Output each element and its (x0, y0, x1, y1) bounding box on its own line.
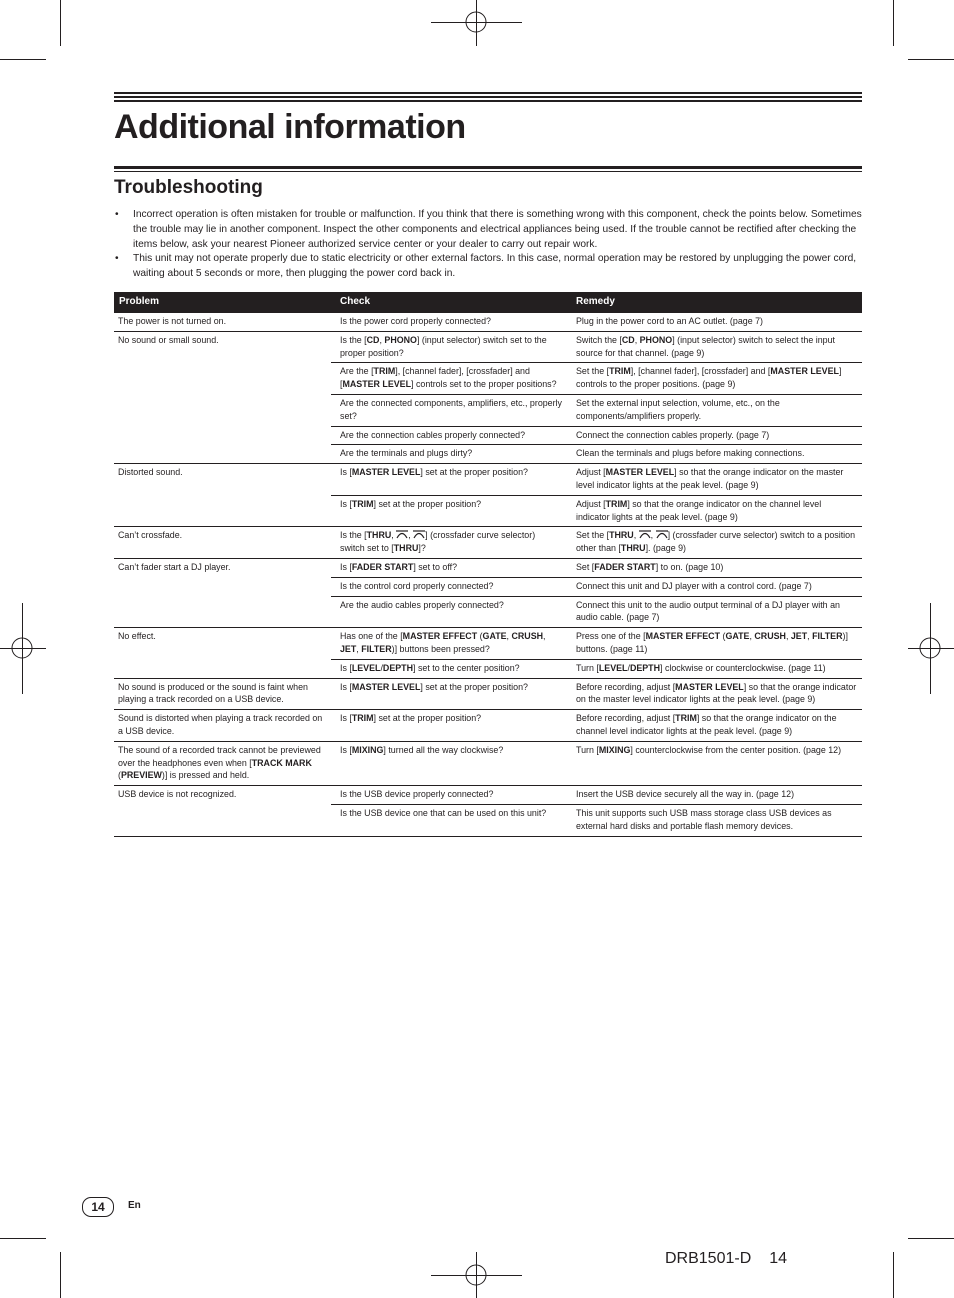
table-row (114, 558, 862, 577)
intro-text: Incorrect operation is often mistaken for trouble or malfunction. If you think that there is something wrong with this component, check the points below. Sometimes the trouble may lie in another component. Inspect the other components and electrical appliances being used. If the trouble cannot be rectified after checking the items below, ask your nearest Pioneer authorized service center or your dealer to carry out repair work. (133, 209, 862, 250)
remedy-cell: Connect this unit and DJ player with a control cord. (page 7) (567, 577, 862, 596)
intro-list (114, 208, 862, 282)
check-cell: Is the USB device one that can be used on this unit? (331, 804, 567, 836)
remedy-cell: Press one of the [MASTER EFFECT (GATE, CRUSH, JET, FILTER)] buttons. (page 11) (567, 628, 862, 660)
problem-cell: No effect. (114, 628, 331, 678)
remedy-cell: Before recording, adjust [TRIM] so that the orange indicator on the channel level indicator lights at the peak level. (page 9) (567, 710, 862, 742)
crop-mark (0, 1238, 46, 1239)
check-cell: Is [TRIM] set at the proper position? (331, 710, 567, 742)
title-rule (114, 92, 862, 104)
table-row (114, 786, 862, 805)
header-check: Check (331, 292, 567, 313)
check-cell: Is [TRIM] set at the proper position? (331, 495, 567, 527)
registration-mark-icon (465, 1264, 495, 1294)
problem-cell: No sound or small sound. (114, 331, 331, 463)
remedy-cell: Set [FADER START] to on. (page 10) (567, 558, 862, 577)
problem-cell: The power is not turned on. (114, 313, 331, 331)
table-row (114, 741, 862, 785)
intro-text: This unit may not operate properly due to static electricity or other external factors. In this case, normal operation may be restored by unplugging the power cord, waiting about 5 seconds or more, then plugging the power cord back in. (133, 253, 857, 280)
registration-mark-icon (919, 637, 949, 667)
check-cell: Is [MASTER LEVEL] set at the proper position? (331, 464, 567, 496)
bullet-icon: • (115, 253, 119, 265)
table-header (114, 292, 862, 313)
section-rule (114, 166, 862, 172)
language-label: En (128, 1200, 141, 1211)
header-remedy: Remedy (567, 292, 862, 313)
crop-mark (893, 1252, 894, 1298)
header-problem: Problem (114, 292, 331, 313)
crop-mark (60, 1252, 61, 1298)
remedy-cell: Set the external input selection, volume, etc., on the components/amplifiers properly. (567, 394, 862, 426)
problem-cell: USB device is not recognized. (114, 786, 331, 836)
problem-cell: Sound is distorted when playing a track recorded on a USB device. (114, 710, 331, 742)
check-cell: Are the terminals and plugs dirty? (331, 445, 567, 464)
remedy-cell: Connect the connection cables properly. (page 7) (567, 426, 862, 445)
problem-cell: Distorted sound. (114, 464, 331, 527)
crop-mark (908, 1238, 954, 1239)
table-row (114, 678, 862, 710)
crop-mark (0, 59, 46, 60)
check-cell: Is the [THRU, , ] (crossfader curve selector) switch set to [THRU]? (331, 527, 567, 559)
remedy-cell: Connect this unit to the audio output terminal of a DJ player with an audio cable. (page 7) (567, 596, 862, 628)
crop-mark (893, 0, 894, 46)
remedy-cell: This unit supports such USB mass storage class USB devices as external hard disks and portable flash memory devices. (567, 804, 862, 836)
page-title: Additional information (114, 108, 466, 146)
remedy-cell: Plug in the power cord to an AC outlet. (page 7) (567, 313, 862, 331)
problem-cell: No sound is produced or the sound is faint when playing a track recorded on a USB device. (114, 678, 331, 710)
remedy-cell: Clean the terminals and plugs before making connections. (567, 445, 862, 464)
bullet-icon: • (115, 209, 119, 220)
section-title: Troubleshooting (114, 177, 263, 198)
check-cell: Is [FADER START] set to off? (331, 558, 567, 577)
check-cell: Are the [TRIM], [channel fader], [crossfader] and [MASTER LEVEL] controls set to the proper positions? (331, 363, 567, 395)
remedy-cell: Set the [TRIM], [channel fader], [crossfader] and [MASTER LEVEL] controls to the proper positions. (page 9) (567, 363, 862, 395)
table-row (114, 464, 862, 496)
page-number-badge: 14 (82, 1197, 114, 1217)
table-body (114, 313, 862, 836)
registration-mark-icon (465, 11, 495, 41)
problem-cell: Can’t crossfade. (114, 527, 331, 559)
intro-bullet (114, 252, 862, 282)
table-row (114, 313, 862, 331)
check-cell: Has one of the [MASTER EFFECT (GATE, CRUSH, JET, FILTER)] buttons been pressed? (331, 628, 567, 660)
remedy-cell: Before recording, adjust [MASTER LEVEL] so that the orange indicator on the master level indicator lights at the peak level. (page 9) (567, 678, 862, 710)
check-cell: Is [LEVEL/DEPTH] set to the center position? (331, 659, 567, 678)
check-cell: Is the [CD, PHONO] (input selector) switch set to the proper position? (331, 331, 567, 363)
table-row (114, 527, 862, 559)
troubleshooting-table (114, 292, 862, 837)
crop-mark (908, 59, 954, 60)
doc-page-number: 14 (769, 1250, 788, 1267)
check-cell: Is [MIXING] turned all the way clockwise? (331, 741, 567, 785)
check-cell: Is [MASTER LEVEL] set at the proper position? (331, 678, 567, 710)
table-row (114, 710, 862, 742)
crop-mark (60, 0, 61, 46)
remedy-cell: Switch the [CD, PHONO] (input selector) switch to select the input source for that channel. (page 9) (567, 331, 862, 363)
remedy-cell: Turn [LEVEL/DEPTH] clockwise or counterclockwise. (page 11) (567, 659, 862, 678)
check-cell: Are the connection cables properly connected? (331, 426, 567, 445)
problem-cell: The sound of a recorded track cannot be previewed over the headphones even when [TRACK MARK (PREVIEW)] is pressed and held. (114, 741, 331, 785)
remedy-cell: Insert the USB device securely all the way in. (page 12) (567, 786, 862, 805)
remedy-cell: Turn [MIXING] counterclockwise from the center position. (page 12) (567, 741, 862, 785)
check-cell: Is the power cord properly connected? (331, 313, 567, 331)
problem-cell: Can’t fader start a DJ player. (114, 558, 331, 627)
doc-code (665, 1250, 787, 1268)
check-cell: Is the USB device properly connected? (331, 786, 567, 805)
doc-code-text: DRB1501-D (665, 1250, 752, 1267)
remedy-cell: Set the [THRU, , ] (crossfader curve selector) switch to a position other than [THRU]. (page 9) (567, 527, 862, 559)
remedy-cell: Adjust [MASTER LEVEL] so that the orange indicator on the master level indicator lights at the peak level. (page 9) (567, 464, 862, 496)
check-cell: Are the connected components, amplifiers, etc., properly set? (331, 394, 567, 426)
intro-bullet (114, 208, 862, 252)
check-cell: Are the audio cables properly connected? (331, 596, 567, 628)
remedy-cell: Adjust [TRIM] so that the orange indicator on the channel level indicator lights at the peak level. (page 9) (567, 495, 862, 527)
check-cell: Is the control cord properly connected? (331, 577, 567, 596)
table-row (114, 331, 862, 363)
registration-mark-icon (11, 637, 41, 667)
table-row (114, 628, 862, 660)
